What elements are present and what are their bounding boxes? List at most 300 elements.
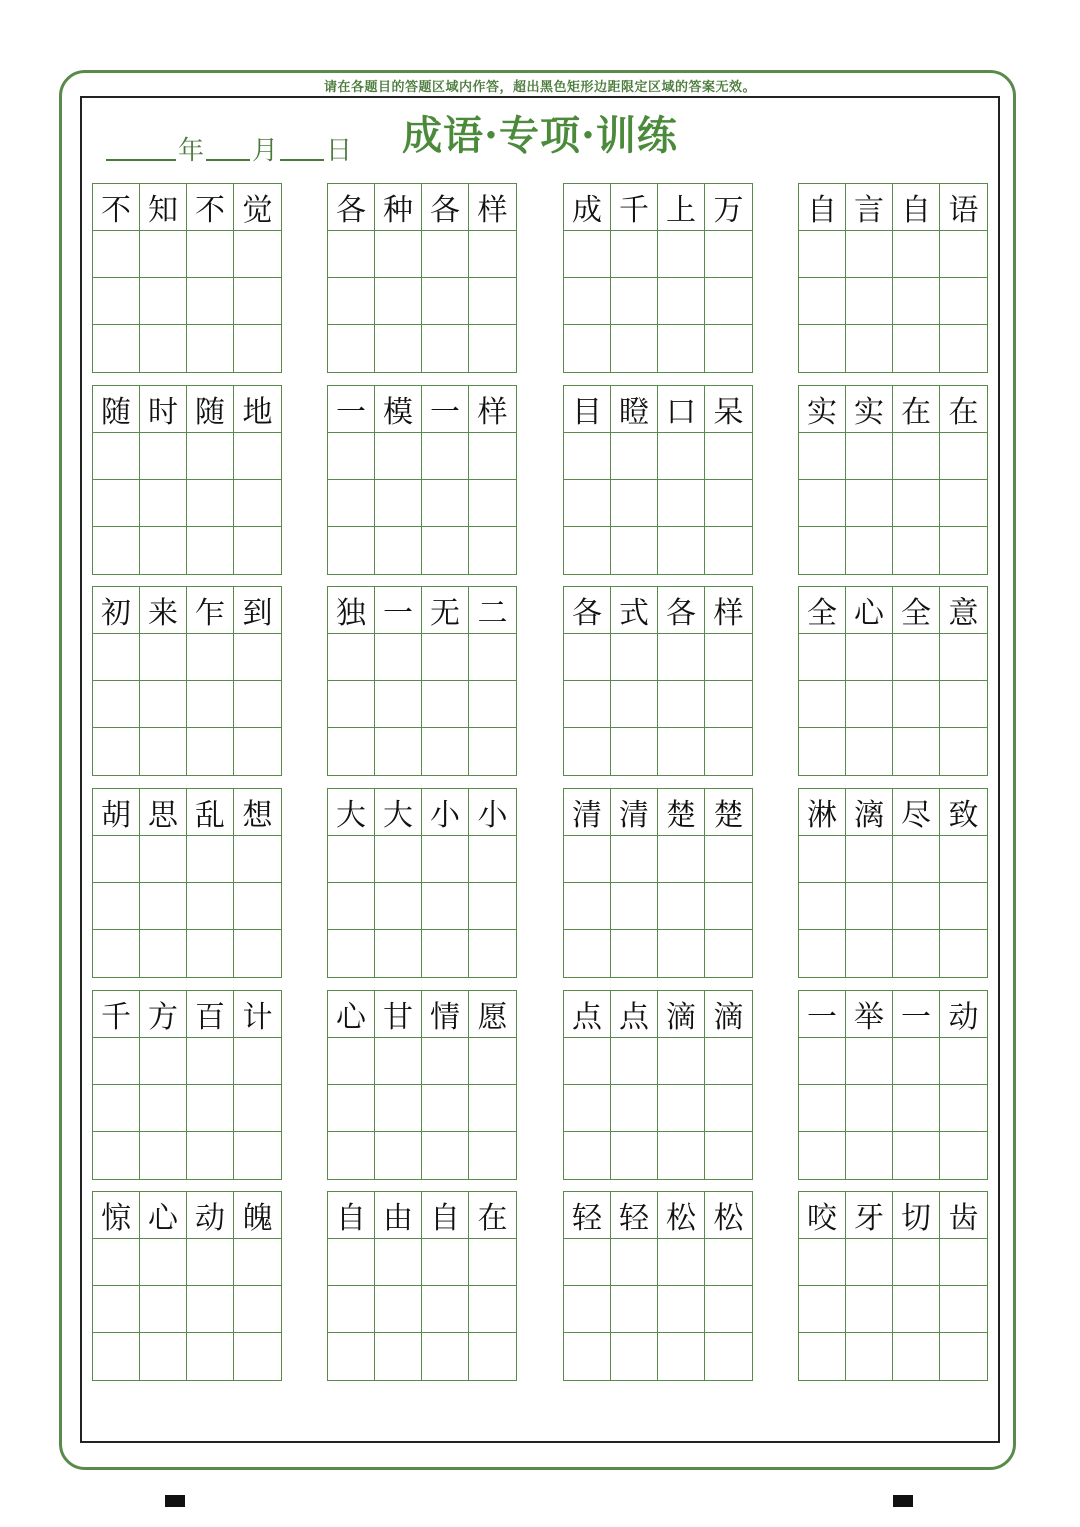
writing-cell[interactable]: [140, 1132, 187, 1179]
writing-cell[interactable]: [328, 527, 375, 574]
writing-cell[interactable]: [564, 836, 611, 883]
writing-cell[interactable]: [187, 836, 234, 883]
idiom-character: 无: [422, 587, 469, 634]
writing-cell[interactable]: [893, 1085, 940, 1132]
writing-cell[interactable]: [140, 1085, 187, 1132]
writing-cell[interactable]: [658, 1239, 705, 1286]
writing-cell[interactable]: [564, 1132, 611, 1179]
writing-cell[interactable]: [611, 527, 658, 574]
writing-cell[interactable]: [469, 1239, 516, 1286]
writing-cell[interactable]: [846, 278, 893, 325]
writing-cell[interactable]: [564, 1286, 611, 1333]
writing-cell[interactable]: [799, 1132, 846, 1179]
writing-cell[interactable]: [611, 1239, 658, 1286]
writing-cell[interactable]: [658, 930, 705, 977]
writing-cell[interactable]: [799, 728, 846, 775]
writing-cell[interactable]: [140, 836, 187, 883]
writing-cell[interactable]: [469, 480, 516, 527]
writing-cell[interactable]: [328, 480, 375, 527]
writing-cell[interactable]: [187, 527, 234, 574]
writing-cell[interactable]: [140, 527, 187, 574]
writing-cell[interactable]: [469, 231, 516, 278]
writing-cell[interactable]: [469, 1038, 516, 1085]
writing-cell[interactable]: [422, 325, 469, 372]
writing-cell[interactable]: [846, 883, 893, 930]
writing-cell[interactable]: [564, 278, 611, 325]
writing-cell[interactable]: [846, 1085, 893, 1132]
writing-cell[interactable]: [564, 634, 611, 681]
writing-cell[interactable]: [469, 1085, 516, 1132]
idiom-character: 楚: [705, 789, 752, 836]
writing-cell[interactable]: [234, 1132, 281, 1179]
writing-cell[interactable]: [611, 278, 658, 325]
writing-cell[interactable]: [422, 278, 469, 325]
writing-cell[interactable]: [234, 883, 281, 930]
writing-cell[interactable]: [375, 278, 422, 325]
writing-cell[interactable]: [187, 231, 234, 278]
writing-cell[interactable]: [564, 1239, 611, 1286]
writing-cell[interactable]: [187, 1286, 234, 1333]
writing-cell[interactable]: [893, 1286, 940, 1333]
writing-cell[interactable]: [611, 1333, 658, 1380]
writing-cell[interactable]: [564, 231, 611, 278]
writing-cell[interactable]: [846, 681, 893, 728]
writing-cell[interactable]: [234, 278, 281, 325]
writing-cell[interactable]: [375, 1239, 422, 1286]
writing-cell[interactable]: [799, 231, 846, 278]
page-title: 成语·专项·训练: [402, 112, 678, 159]
writing-cell[interactable]: [93, 480, 140, 527]
writing-cell[interactable]: [658, 325, 705, 372]
writing-cell[interactable]: [611, 1038, 658, 1085]
writing-cell[interactable]: [564, 681, 611, 728]
writing-cell[interactable]: [705, 480, 752, 527]
writing-cell[interactable]: [705, 836, 752, 883]
writing-cell[interactable]: [846, 1333, 893, 1380]
writing-cell[interactable]: [234, 325, 281, 372]
writing-cell[interactable]: [234, 1286, 281, 1333]
writing-cell[interactable]: [940, 480, 987, 527]
writing-cell[interactable]: [658, 1132, 705, 1179]
writing-cell[interactable]: [187, 1085, 234, 1132]
writing-cell[interactable]: [940, 1085, 987, 1132]
writing-cell[interactable]: [93, 1333, 140, 1380]
writing-cell[interactable]: [140, 1286, 187, 1333]
writing-cell[interactable]: [658, 728, 705, 775]
writing-cell[interactable]: [234, 634, 281, 681]
writing-cell[interactable]: [328, 883, 375, 930]
writing-cell[interactable]: [422, 930, 469, 977]
writing-cell[interactable]: [234, 836, 281, 883]
writing-cell[interactable]: [940, 433, 987, 480]
writing-cell[interactable]: [93, 231, 140, 278]
writing-cell[interactable]: [234, 480, 281, 527]
writing-cell[interactable]: [940, 930, 987, 977]
writing-cell[interactable]: [328, 1132, 375, 1179]
writing-cell[interactable]: [611, 1286, 658, 1333]
idiom-character: 语: [940, 184, 987, 231]
writing-cell[interactable]: [564, 883, 611, 930]
writing-cell[interactable]: [705, 231, 752, 278]
writing-cell[interactable]: [705, 883, 752, 930]
writing-cell[interactable]: [799, 1038, 846, 1085]
writing-cell[interactable]: [846, 1286, 893, 1333]
writing-cell[interactable]: [140, 883, 187, 930]
writing-cell[interactable]: [611, 231, 658, 278]
writing-cell[interactable]: [234, 1085, 281, 1132]
writing-cell[interactable]: [375, 325, 422, 372]
writing-cell[interactable]: [893, 1132, 940, 1179]
writing-cell[interactable]: [422, 527, 469, 574]
writing-cell[interactable]: [611, 883, 658, 930]
writing-cell[interactable]: [234, 527, 281, 574]
writing-cell[interactable]: [140, 930, 187, 977]
writing-cell[interactable]: [846, 1239, 893, 1286]
writing-cell[interactable]: [422, 681, 469, 728]
writing-cell[interactable]: [611, 325, 658, 372]
writing-cell[interactable]: [234, 231, 281, 278]
writing-cell[interactable]: [799, 433, 846, 480]
writing-cell[interactable]: [328, 1333, 375, 1380]
writing-cell[interactable]: [375, 433, 422, 480]
writing-cell[interactable]: [422, 1038, 469, 1085]
writing-cell[interactable]: [140, 480, 187, 527]
writing-cell[interactable]: [140, 278, 187, 325]
writing-cell[interactable]: [846, 1038, 893, 1085]
writing-cell[interactable]: [93, 1038, 140, 1085]
writing-cell[interactable]: [375, 1132, 422, 1179]
writing-cell[interactable]: [375, 1038, 422, 1085]
writing-cell[interactable]: [93, 278, 140, 325]
writing-cell[interactable]: [328, 231, 375, 278]
writing-cell[interactable]: [705, 634, 752, 681]
year-blank[interactable]: [106, 155, 176, 161]
writing-cell[interactable]: [658, 634, 705, 681]
writing-cell[interactable]: [940, 1333, 987, 1380]
writing-cell[interactable]: [375, 634, 422, 681]
writing-cell[interactable]: [469, 1132, 516, 1179]
writing-cell[interactable]: [893, 1038, 940, 1085]
idiom-character: 独: [328, 587, 375, 634]
writing-cell[interactable]: [234, 681, 281, 728]
writing-cell[interactable]: [705, 1132, 752, 1179]
writing-cell[interactable]: [799, 1286, 846, 1333]
writing-cell[interactable]: [375, 1333, 422, 1380]
writing-cell[interactable]: [611, 433, 658, 480]
writing-cell[interactable]: [140, 1333, 187, 1380]
writing-cell[interactable]: [93, 681, 140, 728]
writing-cell[interactable]: [564, 433, 611, 480]
writing-cell[interactable]: [140, 1038, 187, 1085]
writing-cell[interactable]: [328, 634, 375, 681]
writing-cell[interactable]: [422, 1239, 469, 1286]
writing-cell[interactable]: [893, 231, 940, 278]
writing-cell[interactable]: [940, 325, 987, 372]
writing-cell[interactable]: [93, 1239, 140, 1286]
writing-cell[interactable]: [893, 278, 940, 325]
writing-cell[interactable]: [187, 1333, 234, 1380]
writing-cell[interactable]: [187, 728, 234, 775]
writing-cell[interactable]: [422, 433, 469, 480]
writing-cell[interactable]: [234, 1333, 281, 1380]
writing-cell[interactable]: [422, 1085, 469, 1132]
writing-cell[interactable]: [658, 836, 705, 883]
writing-cell[interactable]: [328, 1038, 375, 1085]
writing-cell[interactable]: [799, 930, 846, 977]
writing-cell[interactable]: [469, 325, 516, 372]
writing-cell[interactable]: [469, 728, 516, 775]
writing-cell[interactable]: [799, 1239, 846, 1286]
writing-cell[interactable]: [328, 1286, 375, 1333]
writing-cell[interactable]: [705, 930, 752, 977]
writing-cell[interactable]: [93, 1286, 140, 1333]
writing-cell[interactable]: [893, 681, 940, 728]
writing-cell[interactable]: [375, 527, 422, 574]
writing-cell[interactable]: [187, 634, 234, 681]
writing-cell[interactable]: [140, 728, 187, 775]
writing-cell[interactable]: [705, 1038, 752, 1085]
writing-cell[interactable]: [658, 278, 705, 325]
writing-cell[interactable]: [469, 836, 516, 883]
writing-cell[interactable]: [611, 480, 658, 527]
writing-cell[interactable]: [187, 325, 234, 372]
writing-cell[interactable]: [611, 728, 658, 775]
writing-cell[interactable]: [658, 527, 705, 574]
writing-cell[interactable]: [469, 681, 516, 728]
writing-cell[interactable]: [375, 231, 422, 278]
writing-cell[interactable]: [93, 728, 140, 775]
writing-cell[interactable]: [328, 278, 375, 325]
writing-cell[interactable]: [611, 930, 658, 977]
writing-cell[interactable]: [799, 480, 846, 527]
writing-cell[interactable]: [375, 1286, 422, 1333]
writing-cell[interactable]: [893, 883, 940, 930]
idiom-character: 情: [422, 991, 469, 1038]
month-blank[interactable]: [206, 155, 250, 161]
writing-cell[interactable]: [799, 325, 846, 372]
writing-cell[interactable]: [611, 1085, 658, 1132]
writing-cell[interactable]: [375, 836, 422, 883]
writing-cell[interactable]: [846, 836, 893, 883]
writing-cell[interactable]: [705, 278, 752, 325]
writing-cell[interactable]: [658, 231, 705, 278]
writing-cell[interactable]: [893, 930, 940, 977]
writing-cell[interactable]: [469, 883, 516, 930]
writing-cell[interactable]: [799, 681, 846, 728]
writing-cell[interactable]: [705, 681, 752, 728]
writing-cell[interactable]: [422, 1132, 469, 1179]
writing-cell[interactable]: [375, 1085, 422, 1132]
writing-cell[interactable]: [328, 433, 375, 480]
writing-cell[interactable]: [846, 634, 893, 681]
writing-cell[interactable]: [940, 1038, 987, 1085]
writing-cell[interactable]: [940, 231, 987, 278]
writing-cell[interactable]: [564, 930, 611, 977]
writing-cell[interactable]: [469, 527, 516, 574]
writing-cell[interactable]: [940, 278, 987, 325]
writing-cell[interactable]: [187, 1038, 234, 1085]
writing-cell[interactable]: [658, 883, 705, 930]
writing-cell[interactable]: [940, 634, 987, 681]
writing-cell[interactable]: [705, 527, 752, 574]
writing-cell[interactable]: [705, 728, 752, 775]
writing-cell[interactable]: [705, 1239, 752, 1286]
writing-cell[interactable]: [893, 433, 940, 480]
writing-cell[interactable]: [564, 480, 611, 527]
writing-cell[interactable]: [469, 433, 516, 480]
writing-cell[interactable]: [328, 728, 375, 775]
writing-cell[interactable]: [328, 681, 375, 728]
writing-cell[interactable]: [140, 634, 187, 681]
writing-cell[interactable]: [564, 325, 611, 372]
writing-cell[interactable]: [422, 480, 469, 527]
writing-cell[interactable]: [187, 1239, 234, 1286]
writing-cell[interactable]: [93, 325, 140, 372]
writing-cell[interactable]: [564, 728, 611, 775]
writing-cell[interactable]: [469, 634, 516, 681]
writing-cell[interactable]: [140, 1239, 187, 1286]
writing-cell[interactable]: [940, 728, 987, 775]
writing-cell[interactable]: [893, 634, 940, 681]
writing-cell[interactable]: [705, 1286, 752, 1333]
writing-cell[interactable]: [799, 634, 846, 681]
writing-cell[interactable]: [328, 1085, 375, 1132]
writing-cell[interactable]: [799, 1085, 846, 1132]
writing-cell[interactable]: [799, 1333, 846, 1380]
writing-cell[interactable]: [846, 325, 893, 372]
writing-cell[interactable]: [893, 480, 940, 527]
writing-cell[interactable]: [846, 480, 893, 527]
writing-cell[interactable]: [422, 836, 469, 883]
writing-cell[interactable]: [234, 1038, 281, 1085]
writing-cell[interactable]: [187, 930, 234, 977]
writing-cell[interactable]: [658, 681, 705, 728]
writing-cell[interactable]: [93, 1085, 140, 1132]
writing-cell[interactable]: [187, 681, 234, 728]
writing-cell[interactable]: [846, 930, 893, 977]
writing-cell[interactable]: [93, 1132, 140, 1179]
writing-cell[interactable]: [564, 1085, 611, 1132]
idiom-character: 全: [893, 587, 940, 634]
writing-cell[interactable]: [893, 527, 940, 574]
writing-cell[interactable]: [375, 930, 422, 977]
writing-cell[interactable]: [940, 883, 987, 930]
writing-cell[interactable]: [422, 728, 469, 775]
writing-cell[interactable]: [940, 1239, 987, 1286]
writing-cell[interactable]: [611, 634, 658, 681]
writing-cell[interactable]: [469, 1286, 516, 1333]
writing-cell[interactable]: [93, 836, 140, 883]
writing-cell[interactable]: [893, 728, 940, 775]
writing-cell[interactable]: [846, 433, 893, 480]
writing-cell[interactable]: [705, 433, 752, 480]
writing-cell[interactable]: [93, 527, 140, 574]
writing-cell[interactable]: [799, 836, 846, 883]
writing-cell[interactable]: [611, 836, 658, 883]
writing-cell[interactable]: [846, 1132, 893, 1179]
writing-cell[interactable]: [328, 1239, 375, 1286]
writing-cell[interactable]: [564, 1038, 611, 1085]
writing-cell[interactable]: [564, 527, 611, 574]
writing-cell[interactable]: [469, 1333, 516, 1380]
writing-cell[interactable]: [93, 883, 140, 930]
writing-cell[interactable]: [328, 325, 375, 372]
writing-cell[interactable]: [799, 527, 846, 574]
writing-cell[interactable]: [799, 278, 846, 325]
writing-cell[interactable]: [705, 1085, 752, 1132]
writing-cell[interactable]: [422, 1286, 469, 1333]
writing-cell[interactable]: [187, 883, 234, 930]
writing-cell[interactable]: [187, 1132, 234, 1179]
writing-cell[interactable]: [422, 634, 469, 681]
writing-cell[interactable]: [940, 527, 987, 574]
writing-cell[interactable]: [846, 231, 893, 278]
writing-cell[interactable]: [375, 728, 422, 775]
writing-cell[interactable]: [140, 681, 187, 728]
writing-cell[interactable]: [469, 930, 516, 977]
writing-cell[interactable]: [611, 1132, 658, 1179]
writing-cell[interactable]: [375, 480, 422, 527]
writing-cell[interactable]: [658, 1038, 705, 1085]
idiom-grid: [798, 990, 988, 1180]
writing-cell[interactable]: [140, 231, 187, 278]
writing-cell[interactable]: [375, 681, 422, 728]
writing-cell[interactable]: [705, 1333, 752, 1380]
writing-cell[interactable]: [611, 681, 658, 728]
writing-cell[interactable]: [846, 728, 893, 775]
writing-cell[interactable]: [799, 883, 846, 930]
writing-cell[interactable]: [893, 1333, 940, 1380]
writing-cell[interactable]: [93, 433, 140, 480]
writing-cell[interactable]: [846, 527, 893, 574]
writing-cell[interactable]: [893, 1239, 940, 1286]
writing-cell[interactable]: [564, 1333, 611, 1380]
writing-cell[interactable]: [234, 930, 281, 977]
writing-cell[interactable]: [187, 480, 234, 527]
writing-cell[interactable]: [234, 433, 281, 480]
day-blank[interactable]: [280, 155, 324, 161]
writing-cell[interactable]: [93, 634, 140, 681]
writing-cell[interactable]: [187, 433, 234, 480]
writing-cell[interactable]: [422, 883, 469, 930]
writing-cell[interactable]: [187, 278, 234, 325]
idiom-character: 瞪: [611, 386, 658, 433]
writing-cell[interactable]: [93, 930, 140, 977]
writing-cell[interactable]: [328, 836, 375, 883]
writing-cell[interactable]: [140, 325, 187, 372]
writing-cell[interactable]: [940, 836, 987, 883]
writing-cell[interactable]: [658, 1085, 705, 1132]
writing-cell[interactable]: [658, 480, 705, 527]
writing-cell[interactable]: [140, 433, 187, 480]
writing-cell[interactable]: [328, 930, 375, 977]
writing-cell[interactable]: [234, 1239, 281, 1286]
writing-cell[interactable]: [940, 1286, 987, 1333]
writing-cell[interactable]: [469, 278, 516, 325]
writing-cell[interactable]: [234, 728, 281, 775]
writing-cell[interactable]: [422, 231, 469, 278]
writing-cell[interactable]: [422, 1333, 469, 1380]
writing-cell[interactable]: [705, 325, 752, 372]
writing-cell[interactable]: [940, 1132, 987, 1179]
writing-cell[interactable]: [658, 1333, 705, 1380]
writing-cell[interactable]: [375, 883, 422, 930]
writing-cell[interactable]: [658, 433, 705, 480]
writing-cell[interactable]: [893, 836, 940, 883]
writing-cell[interactable]: [940, 681, 987, 728]
writing-cell[interactable]: [893, 325, 940, 372]
writing-cell[interactable]: [658, 1286, 705, 1333]
